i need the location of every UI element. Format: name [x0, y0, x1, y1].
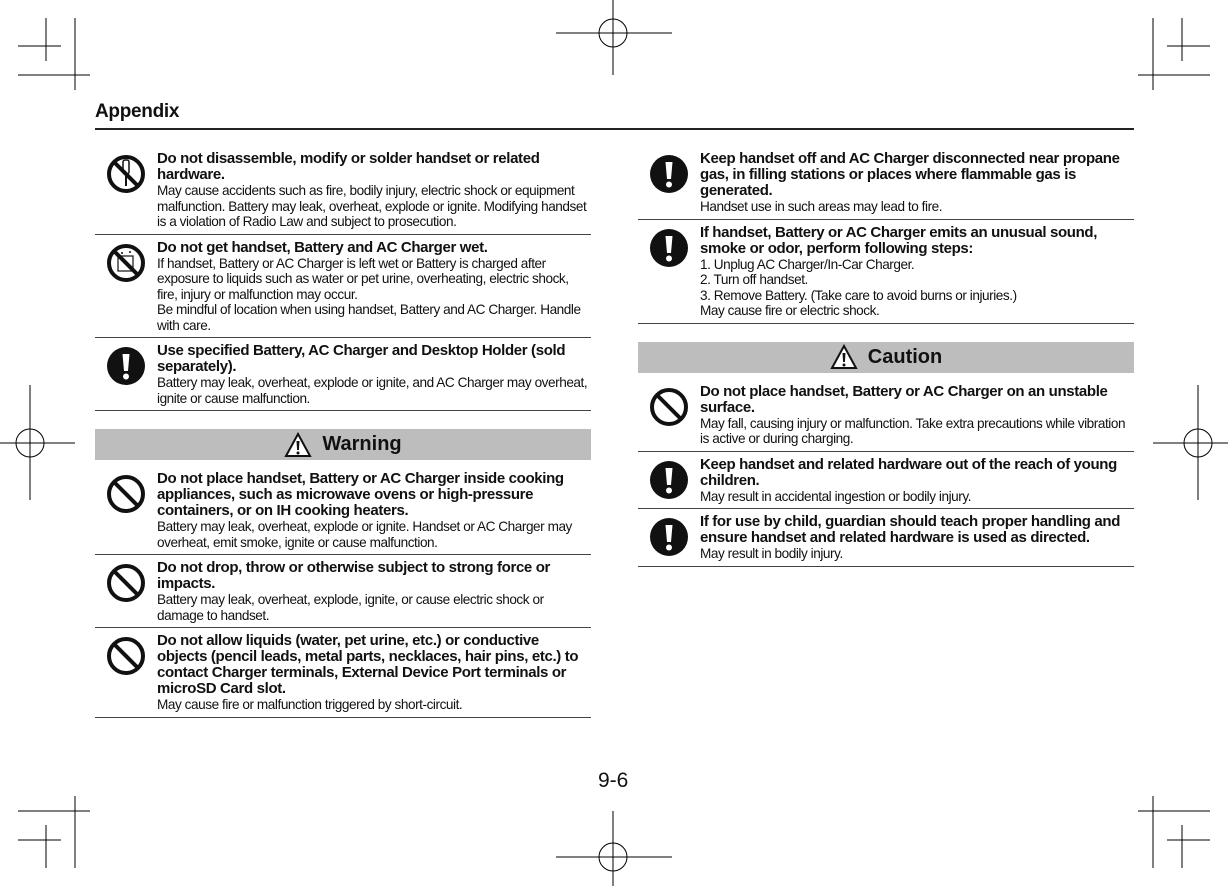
mandatory-icon	[638, 225, 700, 319]
item-title: Do not drop, throw or otherwise subject to strong force or impacts.	[157, 559, 551, 592]
left-column	[95, 150, 591, 722]
item-body: Handset use in such areas may lead to fire.	[700, 199, 943, 214]
item-body: May result in accidental ingestion or bodily injury.	[700, 488, 972, 504]
mandatory-icon	[638, 514, 700, 562]
item-title: Do not disassemble, modify or solder handset or related hardware.	[157, 150, 540, 183]
item-body: May fall, causing injury or malfunction. Take extra precautions while vibration is active or during charging.	[700, 415, 1126, 446]
item-title: Keep handset and related hardware out of the reach of young children.	[700, 455, 1117, 489]
item-body: May cause accidents such as fire, bodily injury, electric shock or equipment malfunction. Battery may leak, overheat, explode or ignite. Modifying handset is a violation of Radio Law and subject to prosecution.	[157, 183, 587, 229]
item-body: Battery may leak, overheat, explode or ignite, and AC Charger may overheat, ignite or cause malfunction.	[157, 375, 588, 406]
safety-item	[95, 632, 591, 718]
safety-item	[638, 150, 1134, 220]
item-body: Battery may leak, overheat, explode, ignite, or cause electric shock or damage to handset.	[157, 592, 544, 623]
item-title: Use specified Battery, AC Charger and Desktop Holder (sold separately).	[157, 342, 566, 375]
item-body: Battery may leak, overheat, explode or ignite. Handset or AC Charger may overheat, emit smoke, ignite or cause malfunction.	[157, 519, 572, 550]
prohibited-icon	[638, 384, 700, 447]
banner-label: Caution	[867, 345, 943, 368]
item-title: If for use by child, guardian should teach proper handling and ensure handset and related hardware is used as directed.	[700, 513, 1121, 546]
no-wet-icon	[95, 240, 157, 334]
caution-banner	[638, 342, 1134, 373]
mandatory-icon	[95, 343, 157, 406]
warning-triangle-icon	[830, 344, 858, 370]
safety-item	[95, 239, 591, 339]
prohibited-icon	[95, 560, 157, 623]
warning-banner	[95, 429, 591, 460]
section-title: Appendix	[95, 101, 180, 122]
warning-triangle-icon	[284, 432, 312, 458]
right-column	[638, 150, 1134, 571]
safety-item	[638, 383, 1134, 452]
item-title: Keep handset off and AC Charger disconnected near propane gas, in filling stations or places where flammable gas is generated.	[700, 150, 1120, 199]
mandatory-icon	[638, 151, 700, 215]
header-rule	[95, 128, 1134, 130]
safety-item	[638, 456, 1134, 510]
safety-item	[95, 470, 591, 555]
safety-item	[638, 513, 1134, 567]
item-title: Do not allow liquids (water, pet urine, etc.) or conductive objects (pencil leads, metal parts, necklaces, hair pins, etc.) to contact Charger terminals, External Device Port terminals or microSD Card slot.	[157, 632, 579, 697]
no-disassemble-icon	[95, 151, 157, 230]
prohibited-icon	[95, 633, 157, 713]
safety-item	[95, 150, 591, 235]
item-title: Do not place handset, Battery or AC Charger inside cooking appliances, such as microwave ovens or high-pressure containers, or on IH cooking heaters.	[157, 470, 564, 519]
item-body: May result in bodily injury.	[700, 546, 843, 561]
prohibited-icon	[95, 471, 157, 550]
banner-label: Warning	[322, 433, 402, 455]
page-number: 9-6	[598, 769, 629, 792]
safety-item	[95, 342, 591, 411]
safety-item	[95, 559, 591, 628]
item-body: If handset, Battery or AC Charger is left wet or Battery is charged after exposure to liquids such as water or pet urine, overheating, electric shock, fire, injury or malfunction may occur. Be mindful of location when using handset, Battery and AC Charger. Handle with care.	[157, 255, 581, 333]
item-body: May cause fire or malfunction triggered by short-circuit.	[157, 697, 463, 712]
item-title: If handset, Battery or AC Charger emits an unusual sound, smoke or odor, perform following steps:	[700, 223, 1098, 257]
item-title: Do not place handset, Battery or AC Charger on an unstable surface.	[700, 382, 1108, 416]
mandatory-icon	[638, 457, 700, 505]
item-title: Do not get handset, Battery and AC Charger wet.	[157, 238, 488, 256]
item-body: 1. Unplug AC Charger/In-Car Charger. 2. Turn off handset. 3. Remove Battery. (Take care to avoid burns or injuries.) May cause fire or electric shock.	[700, 256, 1017, 318]
safety-item	[638, 224, 1134, 324]
